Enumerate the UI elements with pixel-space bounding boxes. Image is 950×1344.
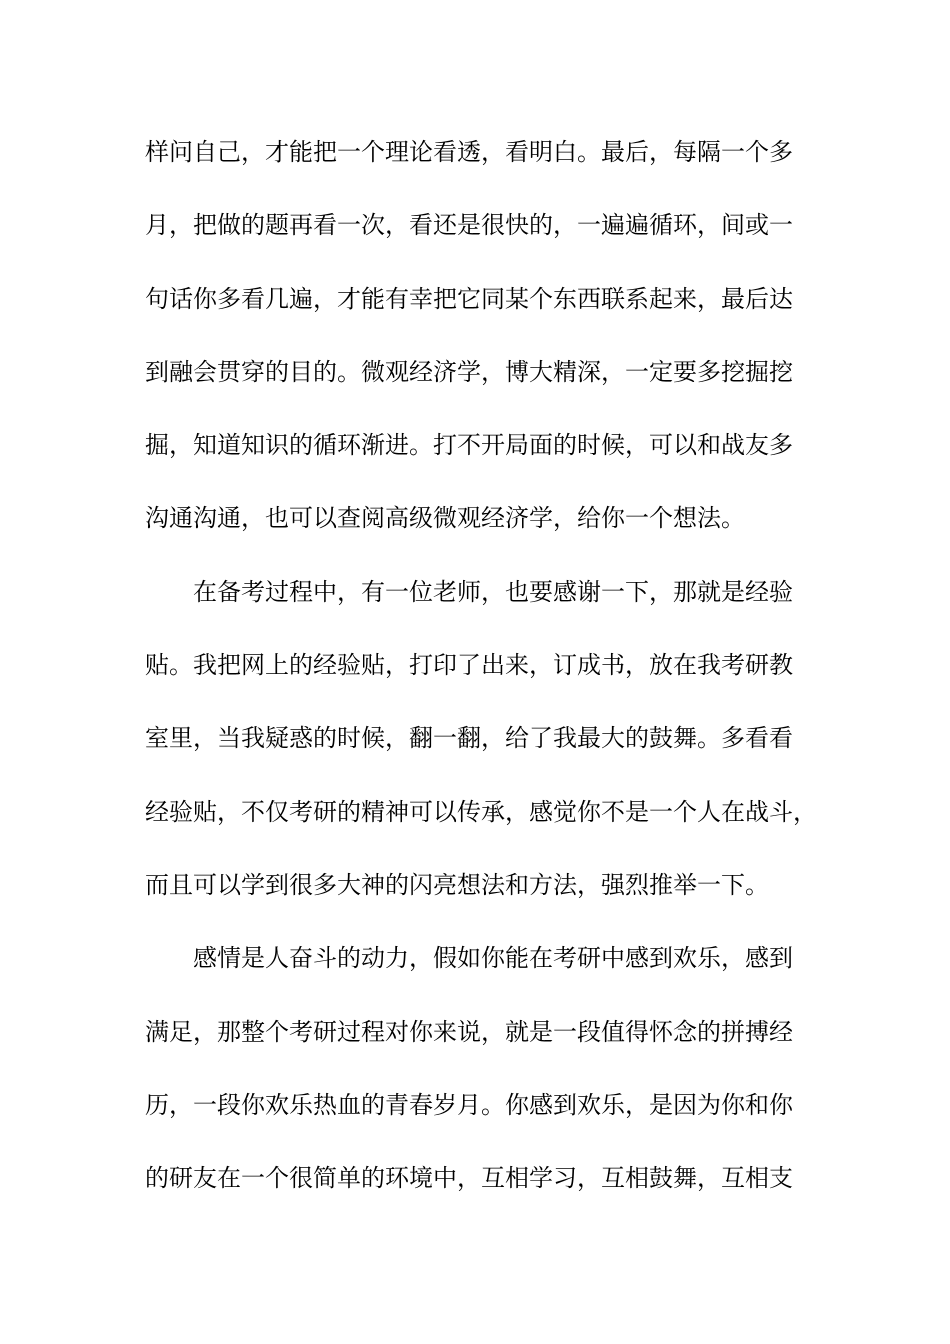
text-line: 到融会贯穿的目的。微观经济学，博大精深，一定要多挖掘挖 xyxy=(145,357,793,386)
text-line: 感情是人奋斗的动力，假如你能在考研中感到欢乐，感到 xyxy=(193,944,793,973)
text-line: 而且可以学到很多大神的闪亮想法和方法，强烈推举一下。 xyxy=(145,870,769,899)
text-line: 月，把做的题再看一次，看还是很快的，一遍遍循环，间或一 xyxy=(145,211,793,240)
text-line: 的研友在一个很简单的环境中，互相学习，互相鼓舞，互相支 xyxy=(145,1164,793,1193)
text-line: 室里，当我疑惑的时候，翻一翻，给了我最大的鼓舞。多看看 xyxy=(145,724,793,753)
text-line: 在备考过程中，有一位老师，也要感谢一下，那就是经验 xyxy=(193,577,793,606)
document-body xyxy=(145,128,845,1227)
text-line: 沟通沟通，也可以查阅高级微观经济学，给你一个想法。 xyxy=(145,504,745,533)
text-line: 贴。我把网上的经验贴，打印了出来，订成书，放在我考研教 xyxy=(145,651,793,680)
text-line: 句话你多看几遍，才能有幸把它同某个东西联系起来，最后达 xyxy=(145,284,793,313)
text-line: 历，一段你欢乐热血的青春岁月。你感到欢乐，是因为你和你 xyxy=(145,1090,793,1119)
text-line: 经验贴，不仅考研的精神可以传承，感觉你不是一个人在战斗， xyxy=(145,797,817,826)
text-line: 掘，知道知识的循环渐进。打不开局面的时候，可以和战友多 xyxy=(145,431,793,460)
text-line: 满足，那整个考研过程对你来说，就是一段值得怀念的拼搏经 xyxy=(145,1017,793,1046)
text-line: 样问自己，才能把一个理论看透，看明白。最后，每隔一个多 xyxy=(145,138,793,166)
